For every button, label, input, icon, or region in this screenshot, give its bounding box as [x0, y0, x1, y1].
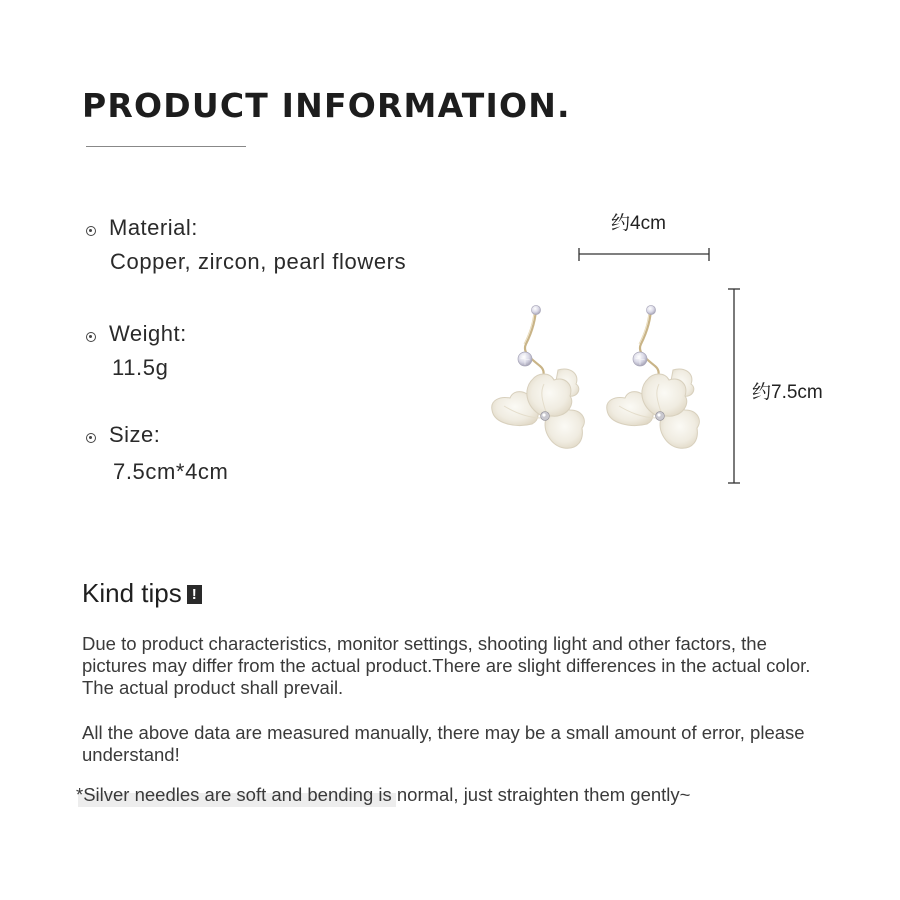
bullet-icon — [86, 433, 96, 443]
silver-needle-note: *Silver needles are soft and bending is normal, just straighten them gently~ — [76, 784, 691, 805]
tips-paragraph-1: Due to product characteristics, monitor settings, shooting light and other factors, the pictures may differ from the actual product.There are slight differences in the actual color. The actual product shall prevail. — [82, 633, 811, 698]
bullet-icon — [86, 332, 96, 342]
height-dimension-label: 约7.5cm — [752, 382, 823, 403]
spec-label: Weight: — [109, 321, 187, 346]
kind-tips-label: Kind tips — [82, 578, 182, 608]
kind-tips-heading — [82, 578, 202, 609]
bullet-icon — [86, 226, 96, 236]
spec-label: Size: — [109, 422, 161, 447]
spec-value: Copper, zircon, pearl flowers — [110, 249, 407, 274]
title-divider — [86, 146, 246, 147]
width-dimension-label: 约4cm — [611, 213, 666, 234]
spec-label: Material: — [109, 215, 198, 240]
page-title: PRODUCT INFORMATION. — [82, 86, 571, 125]
spec-value: 11.5g — [112, 355, 169, 380]
spec-value: 7.5cm*4cm — [113, 459, 229, 484]
tips-paragraph-2: All the above data are measured manually, there may be a small amount of error, please understand! — [82, 722, 805, 765]
exclamation-icon: ! — [187, 585, 202, 604]
